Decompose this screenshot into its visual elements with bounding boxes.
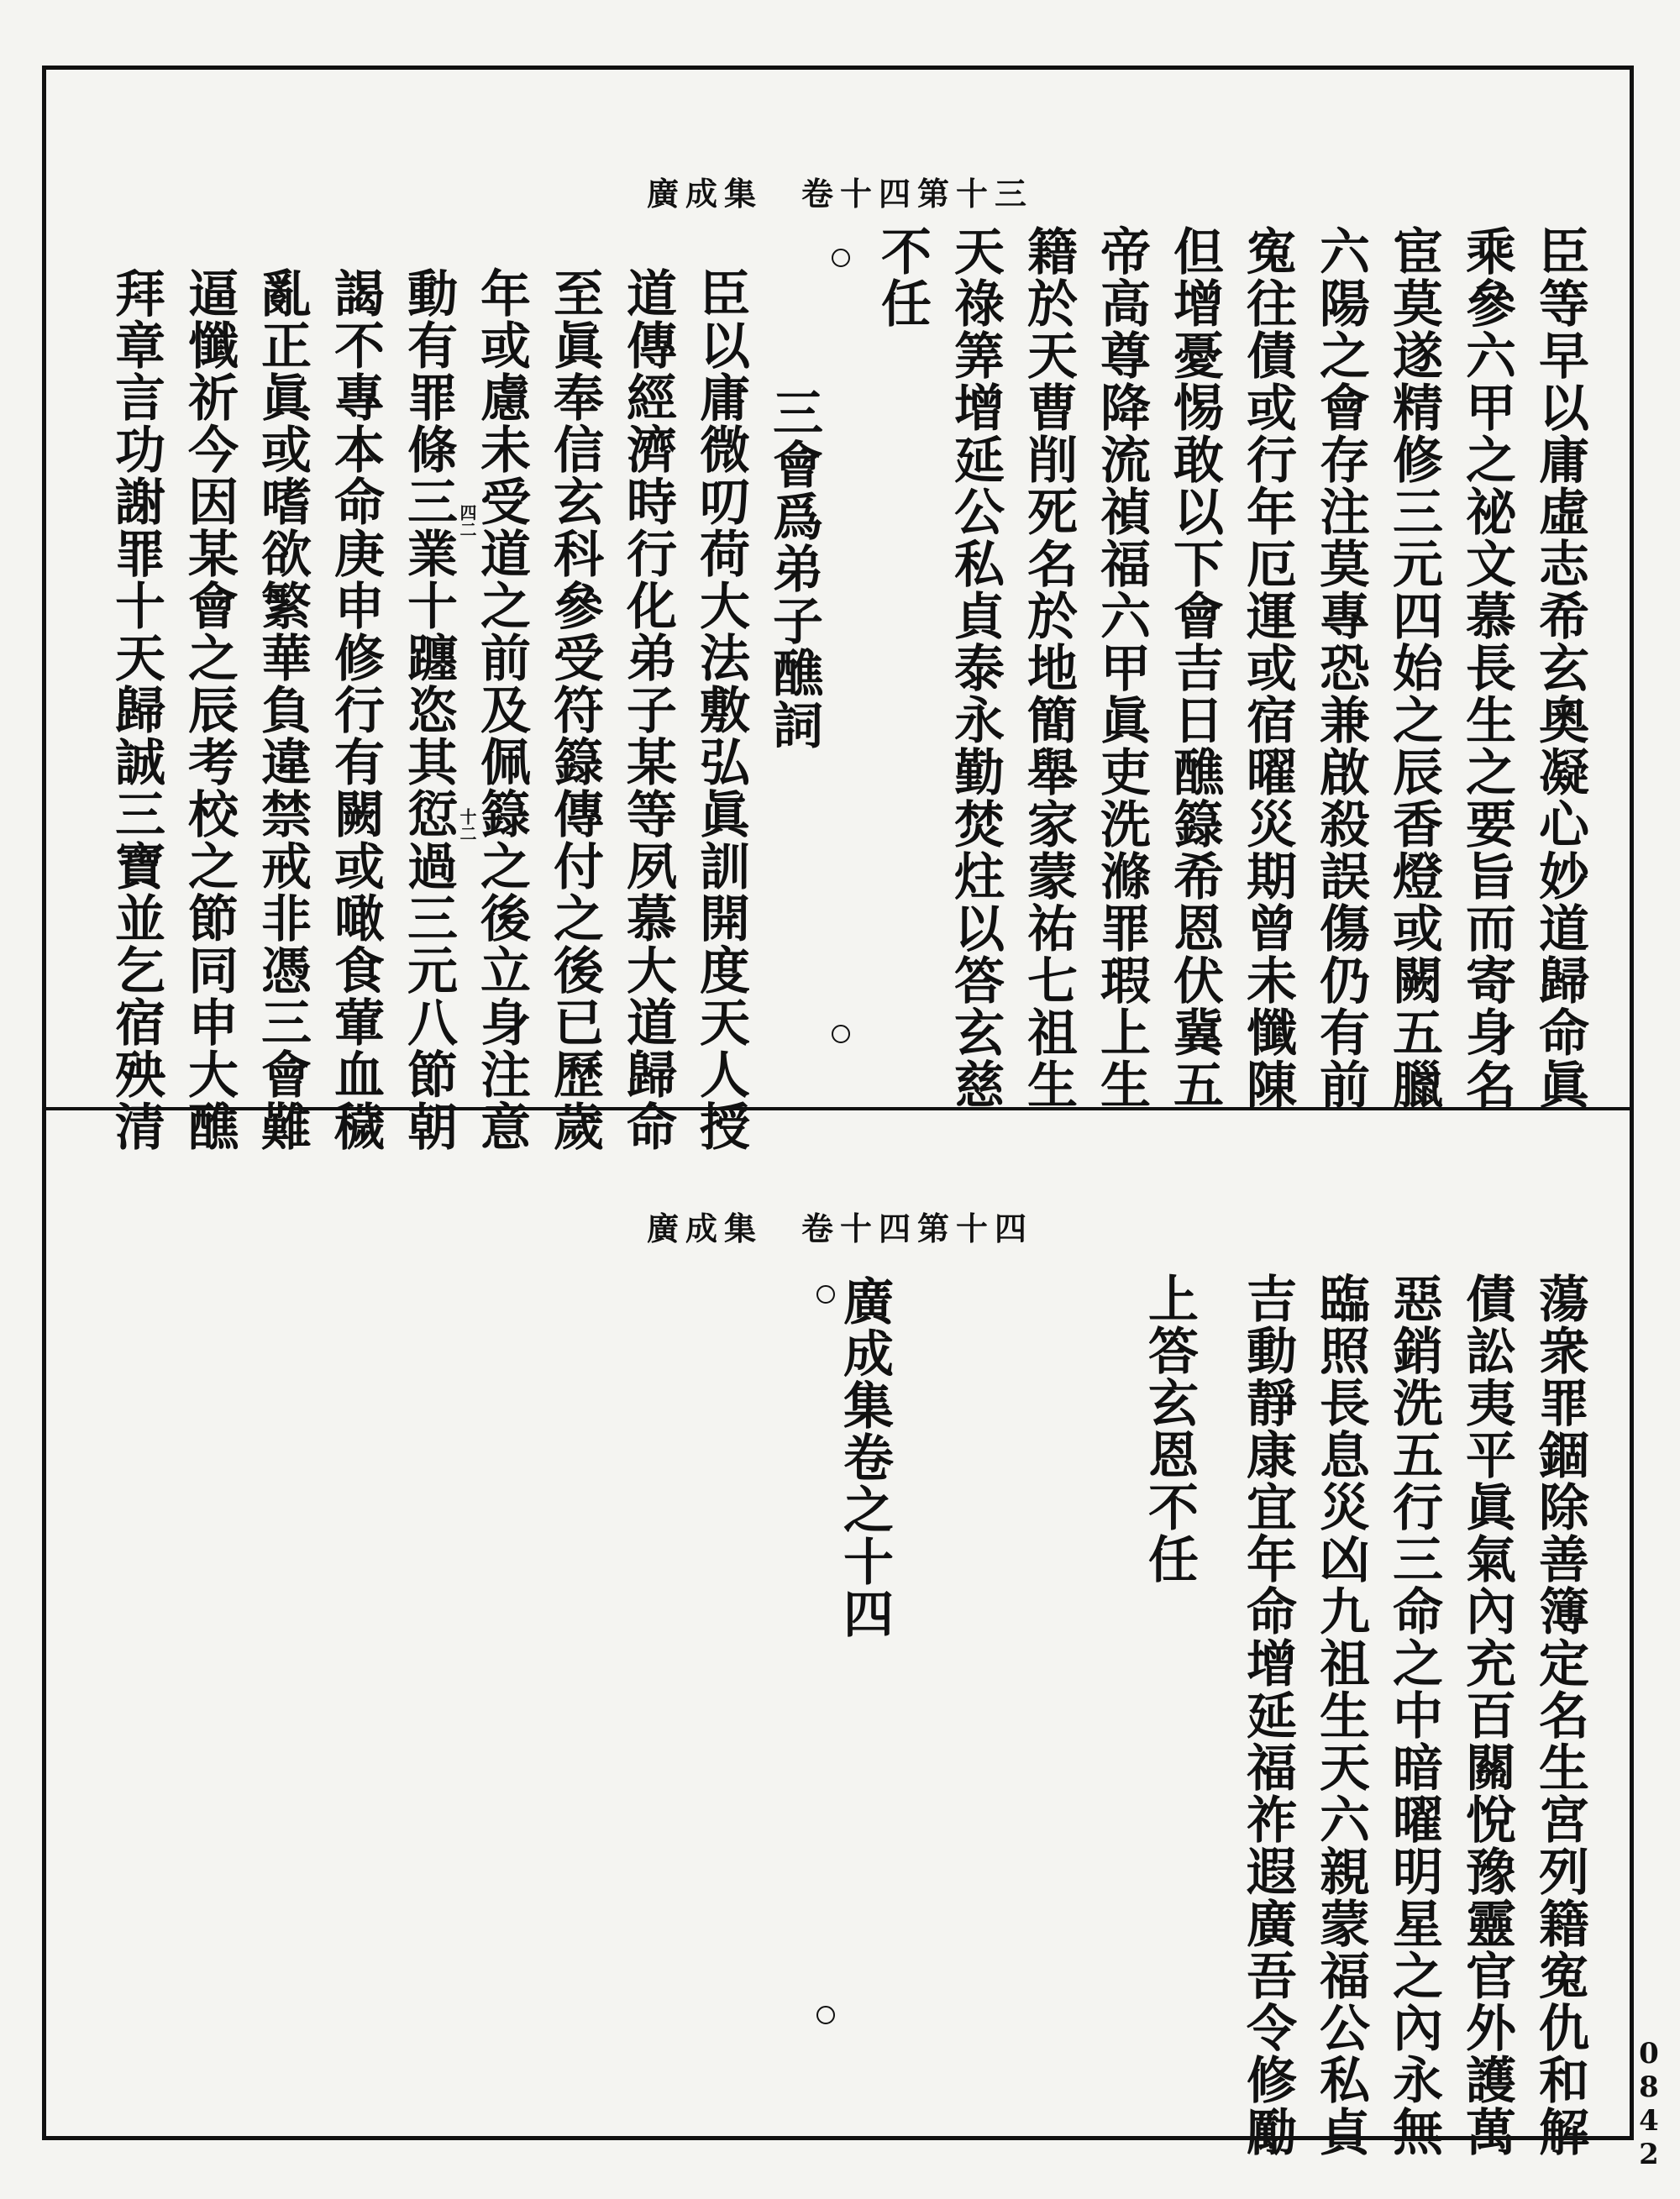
upper-text-column-5: 寃往債或行年厄運或宿曜災期曾未懺陳 <box>1238 225 1297 1110</box>
upper-text-column-15: 年或慮未受道之前及佩籙之後立身注意 <box>472 267 531 1152</box>
upper-text-column-16: 動有罪條三業十躔恣其愆過三元八節朝 <box>399 267 458 1152</box>
upper-text-column-14: 至眞奉信玄科參受符籙傳付之後已歷歲 <box>545 267 604 1152</box>
page-number: 0842 <box>1632 2037 1666 2171</box>
upper-text-column-19: 逼懺祈今因某會之辰考校之節同申大醮 <box>180 267 239 1152</box>
upper-text-column-8: 籍於天曹削死名於地簡舉家蒙祐七祖生 <box>1019 225 1078 1110</box>
upper-text-column-1: 臣等早以庸虛志希玄奧凝心妙道歸命眞 <box>1530 225 1589 1110</box>
lower-text-column-6: 上答玄恩不任 <box>1140 1273 1199 1585</box>
punctuation-circle-lower-bottom <box>816 2006 835 2024</box>
lower-text-column-3: 惡銷洗五行三命之中暗曜明星之內永無 <box>1384 1273 1443 2158</box>
upper-text-column-12: 臣以庸微叨荷大法敷弘眞訓開度天人授 <box>691 267 750 1152</box>
lower-text-column-4: 臨照長息災凶九祖生天六親蒙福公私貞 <box>1311 1273 1370 2158</box>
upper-text-column-9: 天祿筭增延公私貞泰永勤焚炷以答玄慈 <box>946 225 1005 1110</box>
punctuation-circle-upper-bottom <box>832 1025 850 1043</box>
upper-text-column-18: 亂正眞或嗜欲繁華負違禁戒非憑三會難 <box>253 267 312 1152</box>
marginal-note-2: 十二 <box>457 808 477 842</box>
marginal-note-1: 四二 <box>457 504 477 538</box>
punctuation-circle-upper-top <box>832 249 850 267</box>
upper-text-column-7: 帝高尊降流禎福六甲眞吏洗滌罪瑕上生 <box>1092 225 1151 1110</box>
upper-text-column-2: 乘參六甲之祕文慕長生之要旨而寄身名 <box>1457 225 1516 1110</box>
upper-text-column-6: 但增憂惕敢以下會吉日醮籙希恩伏冀五 <box>1165 225 1224 1110</box>
upper-text-column-10: 不任 <box>873 225 932 329</box>
lower-text-column-2: 債訟夷平眞氣內充百關悅豫靈官外護萬 <box>1457 1273 1516 2158</box>
lower-text-column-1: 蕩衆罪錮除善簿定名生宮列籍寃仇和解 <box>1530 1273 1589 2158</box>
upper-text-column-4: 六陽之會存注莫專恐兼啟殺誤傷仍有前 <box>1311 225 1370 1110</box>
lower-running-header: 廣成集 卷十四第十四 <box>646 1210 1033 1247</box>
upper-text-column-20: 拜章言功謝罪十天歸誠三寶並乞宿殃清 <box>107 267 165 1152</box>
upper-text-column-3: 宦莫遂精修三元四始之辰香燈或闕五臘 <box>1384 225 1443 1110</box>
punctuation-circle-lower-top <box>816 1285 835 1304</box>
lower-text-column-5: 吉動靜康宜年命增延福祚遐廣吾令修勵 <box>1238 1273 1297 2158</box>
upper-running-header: 廣成集 卷十四第十三 <box>646 175 1033 213</box>
upper-text-column-11-title: 三會爲弟子醮詞 <box>764 386 823 751</box>
volume-end-title: 廣成集卷之十四 <box>835 1275 894 1640</box>
upper-text-column-17: 謁不專本命庚申修行有闕或噉食葷血穢 <box>326 267 385 1152</box>
upper-text-column-13: 道傳經濟時行化弟子某等夙慕大道歸命 <box>618 267 677 1152</box>
